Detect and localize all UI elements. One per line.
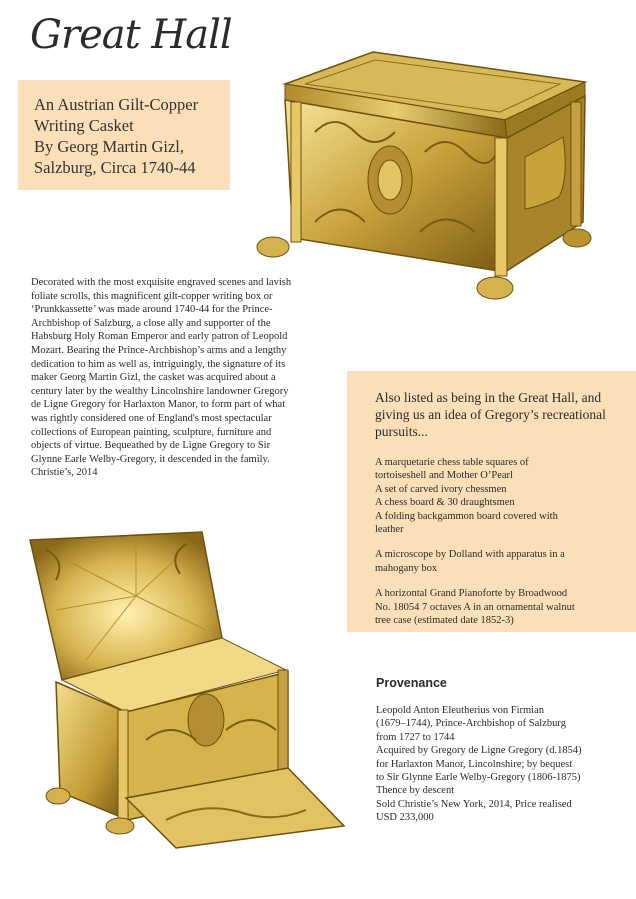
also-listed-line: A set of carved ivory chessmen (375, 483, 507, 495)
description-text: Decorated with the most exquisite engraved scenes and lavish foliate scrolls, this magnificent gilt-copper writing box or ‘Prunkkassette’ was made around 1740-44 for the Prince-Archbishop of Salzburg, a close ally and supporter of the Habsburg Holy Roman Emperor and early patron of Leopold Mozart. Bearing the Prince-Archbishop’s arms and a lengthy dedication to him as well as, intriguingly, the signature of its maker Georg Martin Gizl, the casket was acquired about a century later by the wealthy Lincolnshire landowner Gregory de Ligne Gregory for Harlaxton Manor, to form part of what was rightly considered one of England's most spectacular collections of European painting, sculpture, furniture and objects of virtue. Bequeathed by de Ligne Gregory to Sir Glynne Earle Welby-Gregory, it descended in the family. Christie’s, 2014 (31, 277, 292, 479)
also-listed-group (375, 548, 624, 575)
also-listed-heading: Also listed as being in the Great Hall, and giving us an idea of Gregory’s recreational pursuits... (375, 390, 606, 439)
title-line: Salzburg, Circa 1740-44 (34, 158, 196, 177)
also-listed-line: A microscope by Dolland with apparatus in a (375, 549, 565, 561)
title-line: Writing Casket (34, 116, 134, 135)
provenance-line: USD 233,000 (376, 812, 434, 824)
also-listed-line: A chess board & 30 draughtsmen (375, 497, 515, 509)
casket-open-illustration (26, 530, 346, 850)
also-listed-line: No. 18054 7 octaves A in an ornamental walnut (375, 601, 575, 613)
also-listed-box (347, 371, 636, 632)
casket-closed-photo (255, 42, 595, 304)
casket-closed-illustration (255, 42, 595, 304)
also-listed-line: A horizontal Grand Pianoforte by Broadwood (375, 588, 568, 600)
provenance-line: for Harlaxton Manor, Lincolnshire; by bequest (376, 758, 573, 770)
provenance-line: to Sir Glynne Earle Welby-Gregory (1806-1875) (376, 772, 581, 784)
also-listed-line: tree case (estimated date 1852-3) (375, 615, 514, 627)
also-listed-group (375, 456, 624, 536)
provenance-heading: Provenance (376, 676, 447, 690)
provenance-section (376, 676, 626, 825)
provenance-line: Thence by descent (376, 785, 455, 797)
title-box (18, 80, 230, 190)
also-listed-line: leather (375, 524, 404, 536)
title-line: By Georg Martin Gizl, (34, 137, 185, 156)
also-listed-line: mahogany box (375, 562, 438, 574)
page-title: Great Hall (30, 12, 232, 58)
provenance-line: Acquired by Gregory de Ligne Gregory (d.1854) (376, 745, 582, 757)
casket-description (31, 276, 299, 480)
title-line: An Austrian Gilt-Copper (34, 95, 199, 114)
provenance-line: from 1727 to 1744 (376, 731, 455, 743)
also-listed-line: A folding backgammon board covered with (375, 510, 558, 522)
provenance-line: Leopold Anton Eleutherius von Firmian (376, 705, 544, 716)
casket-open-photo (26, 530, 346, 850)
also-listed-line: A marquetarie chess table squares of (375, 457, 529, 468)
provenance-line: Sold Christie’s New York, 2014, Price realised (376, 798, 572, 810)
also-listed-line: tortoiseshell and Mother O’Pearl (375, 470, 513, 482)
also-listed-group (375, 587, 624, 627)
provenance-line: (1679–1744), Prince-Archbishop of Salzburg (376, 718, 566, 730)
